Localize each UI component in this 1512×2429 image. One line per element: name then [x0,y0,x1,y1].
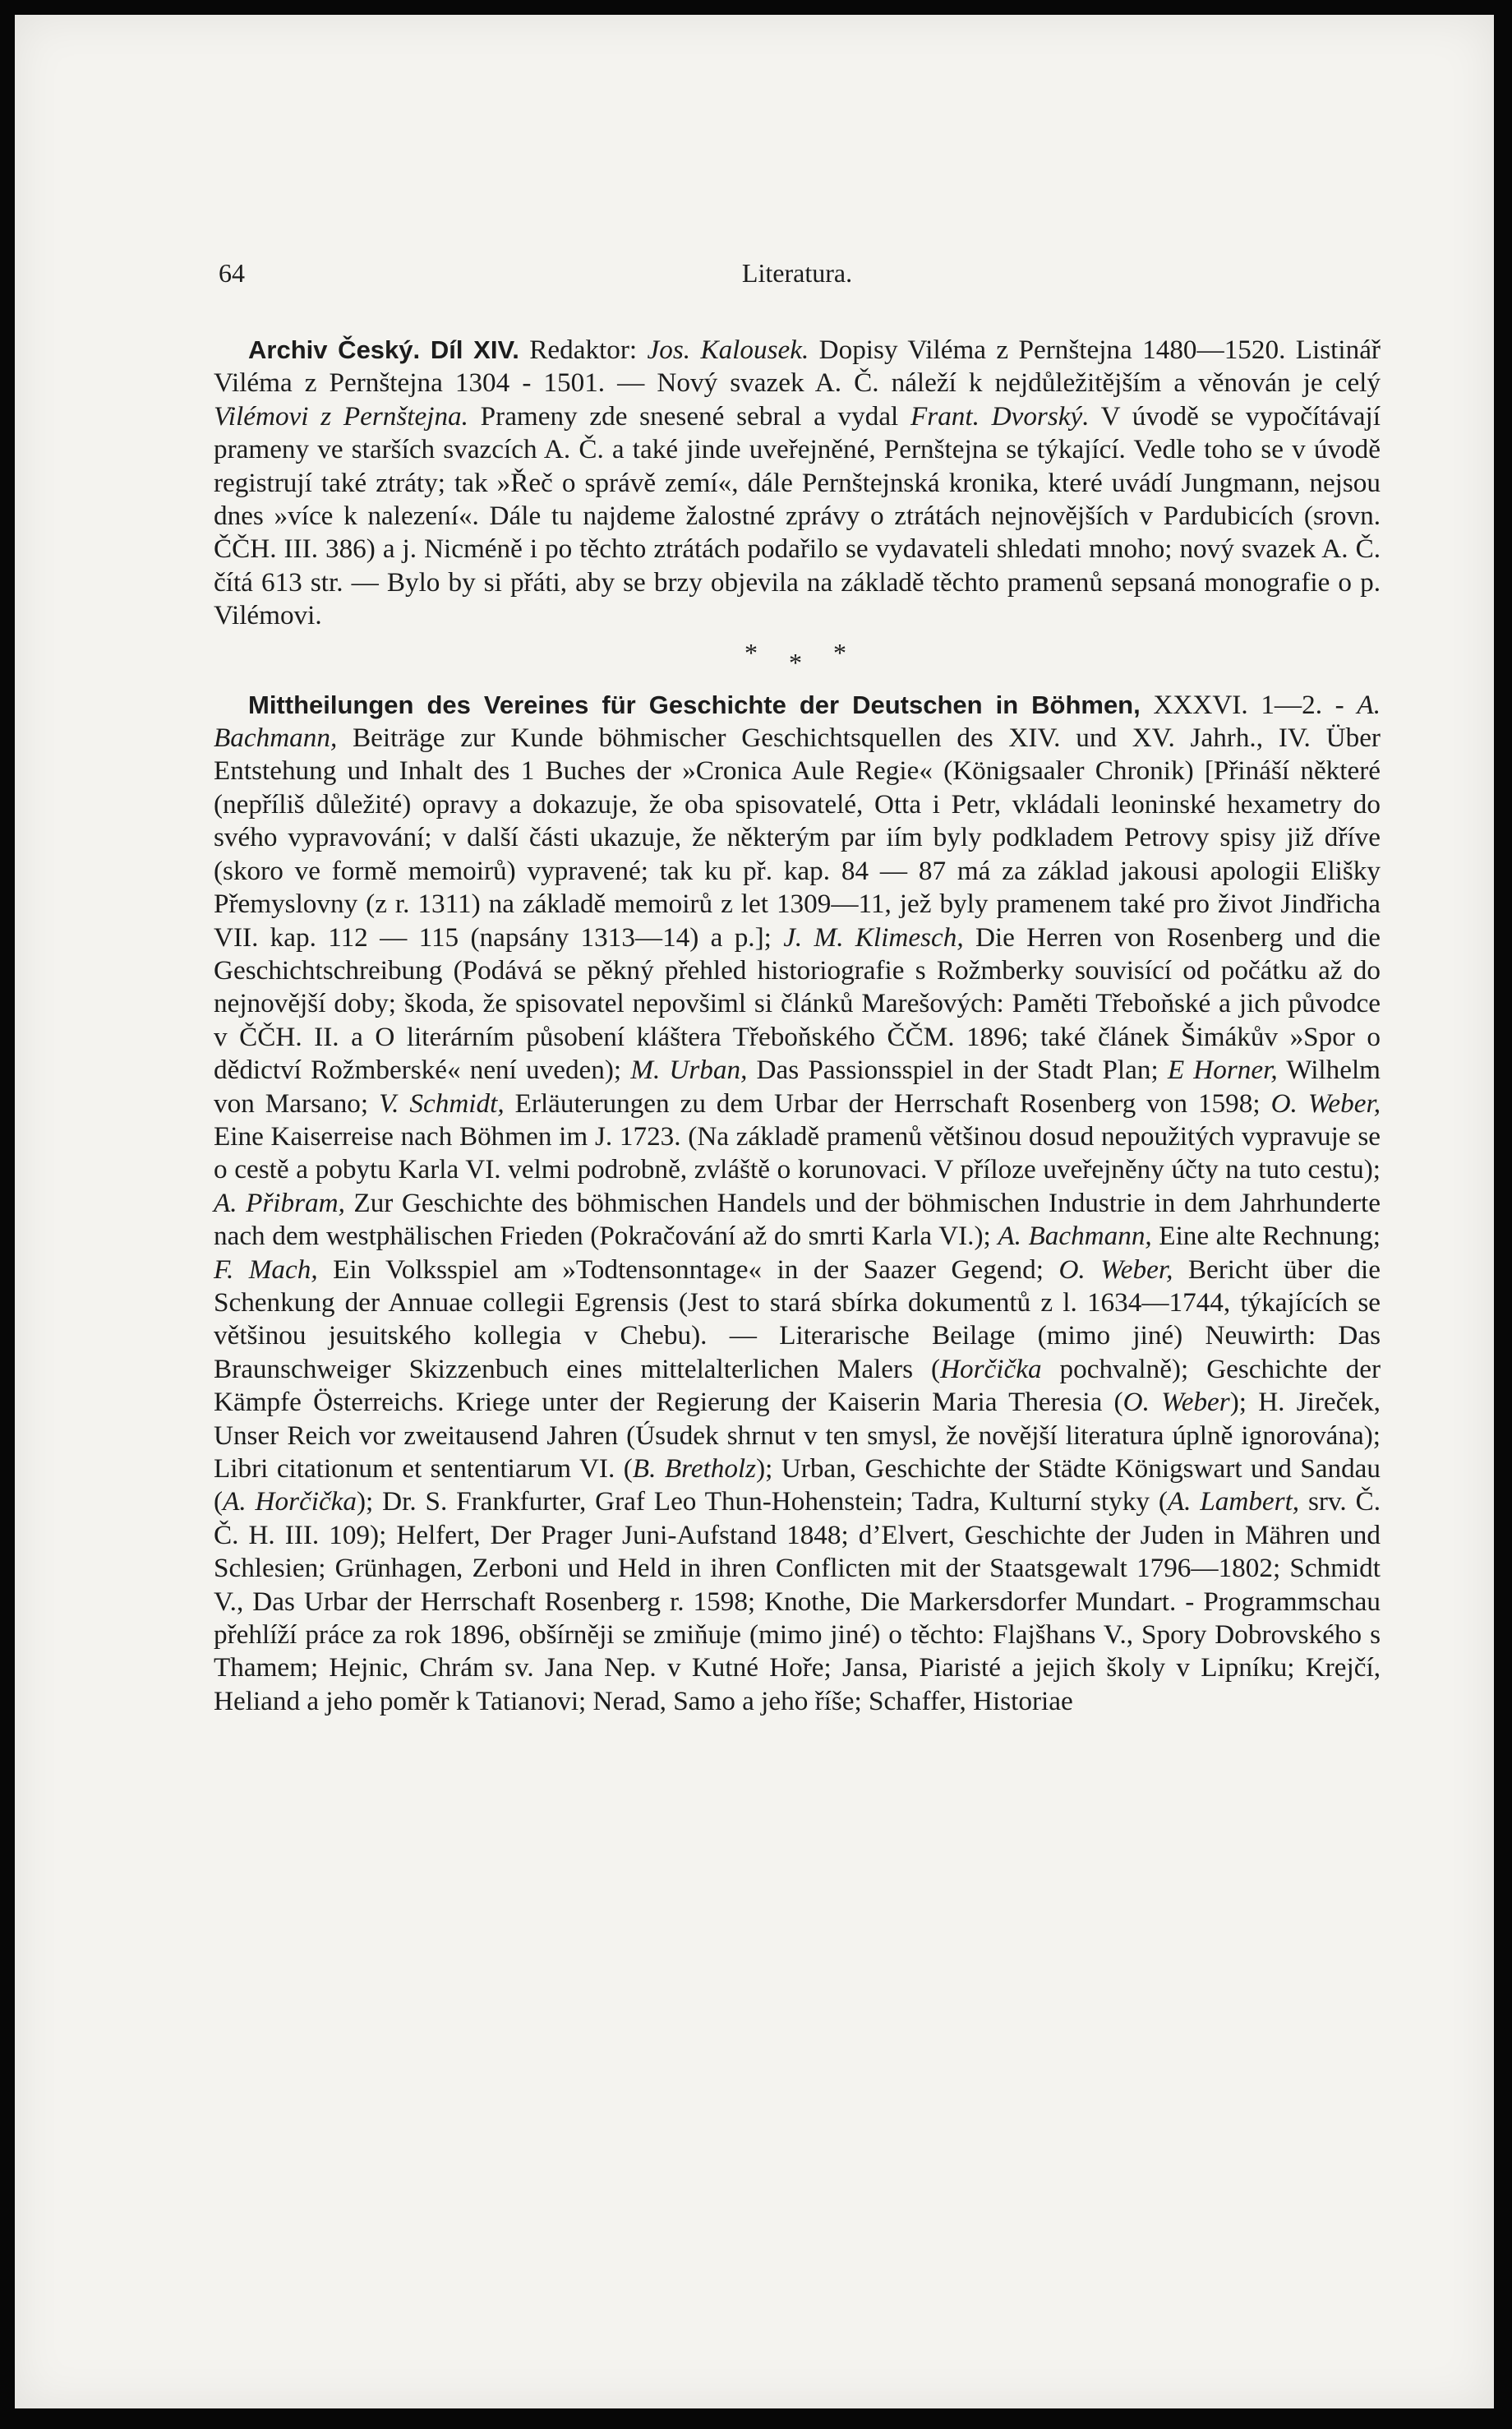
entry-text: Zur Geschichte des böhmischen Handels und der böhmischen Industrie in dem Jahrhunderte nach dem westphälischen Frieden (Pokračování až do smrti Karla VI.); [214,1187,1381,1252]
entry-text: ); Dr. S. Frankfurter, Graf Leo Thun-Hohenstein; Tadra, Kulturní styky ( [357,1486,1168,1517]
entry-author: O. Weber, [1058,1254,1173,1285]
page-content [214,258,1381,1718]
entry-author: Jos. Kalousek. [647,335,809,365]
entry-text: Redaktor: [519,335,648,365]
entry-text: Beiträge zur Kunde böhmischer Geschichtsquellen des XIV. und XV. Jahrh., IV. Über Entstehung und Inhalt des 1 Buches der »Cronica Aule Regie« (Königsaaler Chronik) [Přináší některé (nepříliš důležité) opravy a dokazuje, že oba spisovatelé, Otta i Petr, vkládali leoninské hexametry do svého vypravování; v další části ukazuje, že některým par iím byly podkladem Petrovy spisy již dříve (skoro ve formě memoirů) vypravené; tak ku př. kap. 84 — 87 má za základ jakousi apologii Elišky Přemyslovny (z r. 1311) na základě memoirů z let 1309—11, jež byly pramenem také pro život Jindřicha VII. kap. 112 — 115 (napsány 1313—14) a p.]; [214,723,1381,953]
entry-heading: Mittheilungen des Vereines für Geschichte der Deutschen in Böhmen, [248,690,1141,719]
separator-star: * [744,637,761,667]
entry-author: M. Urban, [630,1055,748,1086]
page-header [214,258,1381,291]
entry-author: V. Schmidt, [379,1088,505,1119]
entry-author: A. Bachmann, [214,689,1381,754]
entry-author: J. M. Klimesch, [783,921,964,953]
entry-author: A. Bachmann, [998,1221,1152,1252]
entry-author: O. Weber [1122,1387,1230,1418]
entry-text: XXXVI. 1—2. - [1140,689,1358,720]
entry-author: Horčička [940,1353,1042,1384]
entry-text: Das Passionsspiel in der Stadt Plan; [747,1055,1168,1086]
entry-text: Eine alte Rechnung; [1151,1221,1381,1252]
separator-star: * [789,647,805,677]
entry-text: Eine Kaiserreise nach Böhmen im J. 1723. (Na základě pramenů většinou dosud nepoužitých vypravuje se o cestě a pobytu Karla VI. velmi podrobně, zvláště o korunovaci. V příloze uveřejněny účty na tuto cestu); [214,1120,1381,1185]
entry-text: V úvodě se vypočítávají prameny ve starších svazcích A. Č. a také jinde uveřejněné, Pernštejna se týkající. Vedle toho se v úvodě registrují také ztráty; tak »Řeč o správě zemí«, dále Pernštejnská kronika, které uvádí Jungmann, nejsou dnes »více k nalezení«. Dále tu najdeme žalostné zprávy o ztrátách nejnovějších v Pardubicích (srovn. ČČH. III. 386) a j. Nicméně i po těchto ztrátách podařilo se vydavateli shledati mnoho; nový svazek A. Č. čítá 613 str. — Bylo by si přáti, aby se brzy objevila na základě těchto pramenů sepsaná monografie o p. Vilémovi. [214,400,1381,631]
separator-star: * [833,637,850,667]
entry-text: srv. Č. Č. H. III. 109); Helfert, Der Prager Juni-Aufstand 1848; d’Elvert, Geschichte der Juden in Mähren und Schlesien; Grünhagen, Zerboni und Held in ihren Conflicten mit der Staatsgewalt 1796—1802; Schmidt V., Das Urbar der Herrschaft Rosenberg r. 1598; Knothe, Die Markersdorfer Mundart. - Programmschau přehlíží práce za rok 1896, obšírněji se zmiňuje (mimo jiné) o těchto: Flajšhans V., Spory Dobrovského s Thamem; Hejnic, Chrám sv. Jana Nep. v Kutné Hoře; Jansa, Piaristé a jejich školy v Lipníku; Krejčí, Heliand a jeho poměr k Tatianovi; Nerad, Samo a jeho říše; Schaffer, Historiae [214,1486,1381,1716]
entry-text: Die Herren von Rosenberg und die Geschichtschreibung (Podává se pěkný přehled historiografie s Rožmberky souvisící od počátku až do nejnovější doby; škoda, že spisovatel nepovšiml si článků Marešových: Paměti Třeboňské a jich původce v ČČH. II. a O literárním působení kláštera Třeboňského ČČM. 1896; také článek Šimákův »Spor o dědictví Rožmberské« není uveden); [214,921,1381,1086]
entry-author: B. Bretholz [632,1453,757,1484]
entry-title-italic: Vilémovi z Pernštejna. [214,400,468,432]
entry-text: ); Urban, Geschichte der Städte Königswart und Sandau ( [214,1453,1381,1517]
section-separator [214,637,1381,677]
entry-author: Frant. Dvorský. [910,400,1090,432]
entry-author: E Horner, [1167,1055,1278,1086]
entry-text: Prameny zde snesené sebral a vydal [468,400,910,432]
entry-text: Wilhelm von Marsano; [214,1055,1381,1119]
entry-text: Dopisy Viléma z Pernštejna 1480—1520. Listinář Viléma z Pernštejna 1304 - 1501. — Nový svazek A. Č. náleží k nejdůležitějším a věnován je celý [214,335,1381,399]
entry-text: Bericht über die Schenkung der Annuae collegii Egrensis (Jest to stará sbírka dokumentů z l. 1634—1744, týkajících se většinou jesuitského kollegia v Chebu). — Literarische Beilage (mimo jiné) Neuwirth: Das Braunschweiger Skizzenbuch eines mittelalterlichen Malers ( [214,1254,1381,1384]
entry-heading: Archiv Český. Díl XIV. [248,335,519,364]
document-page [15,15,1494,2408]
entry-author: A. Horčička [223,1486,357,1517]
entry-archiv-cesky [214,334,1381,633]
page-number: 64 [219,258,245,288]
running-title: Literatura. [741,258,853,288]
entry-author: O. Weber, [1270,1088,1381,1119]
entry-text: Ein Volksspiel am »Todtensonntage« in der Saazer Gegend; [317,1254,1059,1285]
entry-text: pochvalně); Geschichte der Kämpfe Österreichs. Kriege unter der Regierung der Kaiserin Maria Theresia ( [214,1353,1381,1418]
entry-author: A. Lambert, [1167,1486,1300,1517]
entry-text: Erläuterungen zu dem Urbar der Herrschaft Rosenberg von 1598; [504,1088,1271,1119]
entry-author: A. Přibram, [214,1187,345,1218]
entry-author: F. Mach, [214,1254,318,1285]
entry-mittheilungen [214,689,1381,1719]
entry-text: ); H. Jireček, Unser Reich vor zweitausend Jahren (Úsudek shrnut v ten smysl, že novější literatura úplně ignorována); Libri citationum et sententiarum VI. ( [214,1387,1381,1484]
